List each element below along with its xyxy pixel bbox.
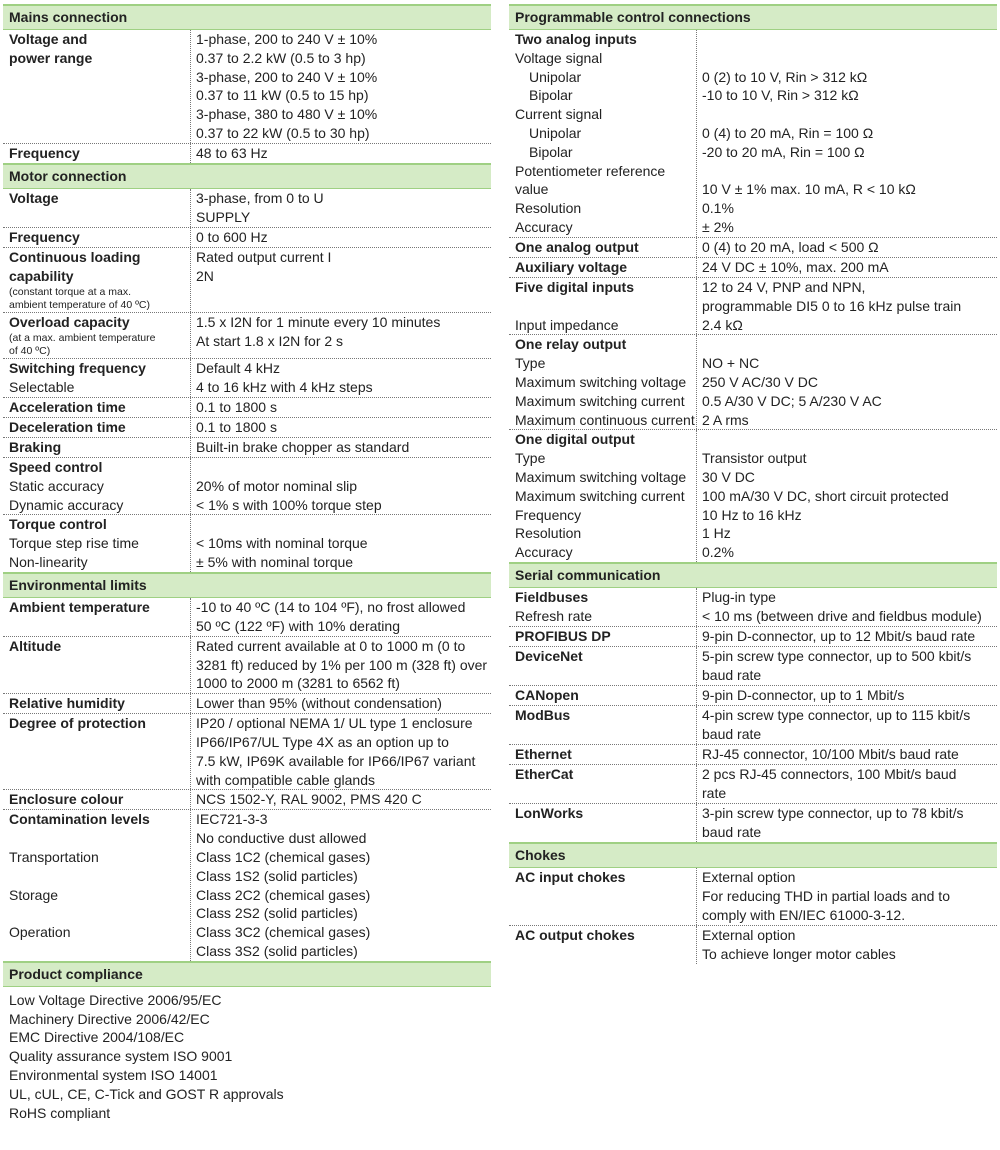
label-line: Altitude [9,637,62,654]
sub-label: Accuracy [515,544,573,561]
label-line: Ambient temperature [9,598,150,615]
spec-row [3,694,491,714]
label-note: ambient temperature of 40 ºC) [9,298,150,311]
section-product-compliance [3,961,491,1123]
spec-value [190,438,491,457]
spec-row [3,810,491,960]
value-line: Class 1C2 (chemical gases) [196,848,371,865]
value-line: 20% of motor nominal slip [196,477,358,494]
label-line: Voltage and [9,31,88,47]
sub-label: Selectable [9,378,75,395]
value-line: -20 to 20 mA, Rin = 100 Ω [702,143,865,160]
spec-label [509,430,696,562]
spec-label [509,765,696,803]
spec-row [509,745,997,765]
value-line: Class 1S2 (solid particles) [196,867,358,884]
section-serial-communication [509,562,997,842]
sub-label: Current signal [515,106,603,123]
spec-value [696,706,997,744]
sub-label [515,297,696,316]
spec-value [696,258,997,277]
spec-label [3,313,190,358]
spec-row [509,765,997,804]
label-line: AC input chokes [515,869,626,886]
spec-label [3,598,190,636]
section-mains-connection [3,4,491,163]
value-line: 2.4 kΩ [702,316,743,333]
sub-label: Voltage signal [515,49,603,66]
sub-label: Potentiometer reference [515,162,666,179]
value-line: External option [702,869,796,886]
spec-value [190,458,491,514]
spec-row [509,706,997,745]
label-line: PROFIBUS DP [515,628,611,645]
section-title: Product compliance [3,961,491,987]
value-line: Plug-in type [702,589,776,606]
spec-label [509,804,696,842]
value-line: 3-phase, 380 to 480 V ± 10% [196,106,378,123]
spec-label [3,189,190,227]
spec-value [190,598,491,636]
sub-label: Resolution [515,200,582,217]
value-line: 0.1% [702,200,734,217]
sub-label: Maximum switching voltage [515,468,687,485]
spec-label [509,686,696,705]
spec-label [509,926,696,964]
value-line: < 1% s with 100% torque step [196,496,382,513]
sub-label: Type [515,355,546,372]
spec-value [696,745,997,764]
spec-value [190,359,491,397]
value-line: Rated output current I [196,249,332,265]
value-line: 250 V AC/30 V DC [702,373,818,390]
value-line: 3-phase, from 0 to U [196,190,324,206]
sub-label: Refresh rate [515,608,593,625]
value-line: NCS 1502-Y, RAL 9002, PMS 420 C [196,791,422,808]
value-line: 3281 ft) reduced by 1% per 100 m (328 ft) over [196,656,488,673]
sub-label: Type [515,450,546,467]
label-line: Speed control [9,459,103,475]
value-line [702,49,997,68]
spec-row [3,359,491,398]
spec-label [509,868,696,924]
section-title: Chokes [509,842,997,868]
value-line: 0.37 to 22 kW (0.5 to 30 hp) [196,124,370,141]
value-line: < 10ms with nominal torque [196,535,368,552]
spec-label [509,588,696,626]
label-line: Enclosure colour [9,791,124,808]
value-line: baud rate [702,726,762,743]
spec-value [696,30,997,237]
value-line: 10 V ± 1% max. 10 mA, R < 10 kΩ [702,181,916,198]
value-line: At start 1.8 x I2N for 2 s [196,332,344,349]
spec-row [509,588,997,627]
section-programmable-control-connections [509,4,997,562]
value-line: 2N [196,267,214,284]
label-line: Braking [9,439,62,455]
spec-label [3,810,190,960]
compliance-item: RoHS compliant [9,1104,111,1121]
spec-row [3,144,491,163]
spec-label [509,706,696,744]
value-line: 7.5 kW, IP69K available for IP66/IP67 variant [196,752,476,769]
value-line: NO + NC [702,355,760,372]
value-line: Class 2S2 (solid particles) [196,905,358,922]
label-line: Voltage [9,190,59,206]
label-line: AC output chokes [515,926,635,943]
value-line: IEC721-3-3 [196,811,268,828]
spec-label [509,647,696,685]
spec-label [509,238,696,257]
label-line: Frequency [9,229,80,245]
spec-row [3,189,491,228]
value-line: Default 4 kHz [196,360,281,376]
value-line: SUPPLY [196,208,251,225]
value-line: comply with EN/IEC 61000-3-12. [702,906,906,923]
compliance-item: EMC Directive 2004/108/EC [9,1029,185,1046]
spec-label [509,30,696,237]
value-line: 0 to 600 Hz [196,229,268,245]
label-line: Acceleration time [9,399,126,415]
compliance-item: Environmental system ISO 14001 [9,1066,218,1083]
section-title: Motor connection [3,163,491,189]
value-line: Rated current available at 0 to 1000 m (0 to [196,637,466,654]
sub-label: Unipolar [529,68,582,85]
value-line: 3-pin screw type connector, up to 78 kbit/s [702,805,964,822]
value-line: 9-pin D-connector, up to 12 Mbit/s baud rate [702,628,976,645]
spec-label [3,359,190,397]
spec-value [696,868,997,924]
sub-label [9,867,190,886]
spec-label [509,278,696,334]
sub-label: Torque step rise time [9,535,139,552]
spec-label [509,745,696,764]
value-line: 1000 to 2000 m (3281 to 6562 ft) [196,675,400,692]
sub-label: Non-linearity [9,553,88,570]
value-line: < 10 ms (between drive and fieldbus module) [702,608,982,625]
spec-row [509,686,997,706]
sub-label: Unipolar [529,124,582,141]
label-line: One digital output [515,431,635,448]
label-line: Two analog inputs [515,31,637,47]
compliance-item: UL, cUL, CE, C-Tick and GOST R approvals [9,1085,284,1102]
value-line: RJ-45 connector, 10/100 Mbit/s baud rate [702,746,959,763]
spec-label [3,248,190,312]
compliance-item: Machinery Directive 2006/42/EC [9,1010,210,1027]
value-line: 5-pin screw type connector, up to 500 kbit/s [702,648,972,665]
sub-label: Dynamic accuracy [9,496,124,513]
spec-value [696,686,997,705]
sub-label [9,942,190,961]
value-line: 1-phase, 200 to 240 V ± 10% [196,31,378,47]
value-line: For reducing THD in partial loads and to [702,888,950,905]
value-line: 9-pin D-connector, up to 1 Mbit/s [702,687,905,704]
spec-label [3,228,190,247]
value-line: External option [702,926,796,943]
value-line: 4-pin screw type connector, up to 115 kbit/s [702,707,971,724]
value-line: Transistor output [702,450,807,467]
label-line: Continuous loading [9,249,141,265]
value-line: -10 to 10 V, Rin > 312 kΩ [702,87,859,104]
spec-label [509,335,696,429]
value-line: 48 to 63 Hz [196,145,268,161]
spec-value [696,804,997,842]
label-line: Switching frequency [9,360,146,376]
spec-row [3,515,491,571]
label-line: Contamination levels [9,811,150,828]
value-line: 0.2% [702,544,734,561]
value-line: To achieve longer motor cables [702,945,896,962]
spec-value [190,637,491,693]
value-line: Built-in brake chopper as standard [196,439,410,455]
spec-value [190,790,491,809]
spec-label [3,458,190,514]
spec-row [3,637,491,694]
sub-label [9,829,190,848]
value-line: 30 V DC [702,468,755,485]
spec-label [3,790,190,809]
value-line: 0.1 to 1800 s [196,419,277,435]
sub-label: Storage [9,886,59,903]
sub-label: Maximum continuous current [515,411,695,428]
spec-label [3,398,190,417]
spec-row [509,335,997,430]
spec-label [3,438,190,457]
value-line [702,335,997,354]
spec-value [190,248,491,312]
value-line: baud rate [702,667,762,684]
spec-row [3,598,491,637]
spec-value [696,430,997,562]
label-line: power range [9,49,93,66]
label-line: capability [9,267,74,284]
value-line: ± 5% with nominal torque [196,553,354,570]
value-line: 10 Hz to 16 kHz [702,506,802,523]
sub-label: Resolution [515,525,582,542]
spec-row [509,258,997,278]
spec-label [3,637,190,693]
spec-label [3,714,190,789]
spec-row [509,647,997,686]
value-line: 12 to 24 V, PNP and NPN, [702,279,866,295]
sub-label: Transportation [9,848,99,865]
spec-label [3,694,190,713]
spec-row [3,228,491,248]
value-line: 0.5 A/30 V DC; 5 A/230 V AC [702,392,882,409]
spec-row [3,438,491,458]
section-title: Mains connection [3,4,491,30]
value-line: 1.5 x I2N for 1 minute every 10 minutes [196,314,441,330]
label-line: LonWorks [515,805,584,822]
label-line: DeviceNet [515,648,583,665]
spec-value [190,810,491,960]
value-line: Class 2C2 (chemical gases) [196,886,371,903]
value-line: Class 3S2 (solid particles) [196,942,358,959]
spec-row [3,418,491,438]
spec-row [3,313,491,359]
label-line: ModBus [515,707,571,724]
value-line: 24 V DC ± 10%, max. 200 mA [702,259,889,275]
spec-value [190,398,491,417]
label-note: (constant torque at a max. [9,285,131,298]
spec-row [509,430,997,562]
section-title: Environmental limits [3,572,491,598]
sub-label: Maximum switching current [515,487,685,504]
value-line: 3-phase, 200 to 240 V ± 10% [196,68,378,85]
compliance-item: Quality assurance system ISO 9001 [9,1048,233,1065]
spec-row [3,790,491,810]
value-line: Lower than 95% (without condensation) [196,695,442,712]
section-title: Programmable control connections [509,4,997,30]
spec-value [696,588,997,626]
sub-label: value [515,181,549,198]
value-line [196,458,491,477]
label-line: One relay output [515,336,627,353]
value-line: 2 pcs RJ-45 connectors, 100 Mbit/s baud [702,766,957,783]
value-line: baud rate [702,824,762,841]
label-line: CANopen [515,687,579,704]
value-line: ± 2% [702,218,734,235]
value-line: programmable DI5 0 to 16 kHz pulse train [702,297,962,314]
label-line: Five digital inputs [515,279,635,295]
spec-value [696,647,997,685]
sub-label: Bipolar [529,143,573,160]
value-line: with compatible cable glands [196,771,375,788]
value-line: 4 to 16 kHz with 4 kHz steps [196,378,373,395]
value-line: IP66/IP67/UL Type 4X as an option up to [196,733,449,750]
spec-label [3,418,190,437]
label-line: Ethernet [515,746,572,763]
spec-row [509,926,997,964]
value-line: 0.1 to 1800 s [196,399,277,415]
label-note: (at a max. ambient temperature [9,331,156,344]
label-line: One analog output [515,239,639,255]
spec-value [696,278,997,334]
value-line [702,105,997,124]
label-line: Overload capacity [9,314,130,330]
label-note: of 40 ºC) [9,344,51,357]
spec-row [509,278,997,335]
sub-label: Maximum switching current [515,392,685,409]
spec-value [190,515,491,571]
spec-value [696,926,997,964]
section-chokes [509,842,997,963]
sub-label: Operation [9,924,71,941]
value-line: 2 A rms [702,411,749,428]
value-line: Class 3C2 (chemical gases) [196,924,371,941]
sub-label: Frequency [515,506,582,523]
spec-label [509,627,696,646]
label-line: Deceleration time [9,419,126,435]
sub-label: Bipolar [529,87,573,104]
spec-row [509,868,997,925]
spec-row [3,458,491,515]
spec-row [3,30,491,144]
spec-label [3,30,190,143]
spec-label [3,515,190,571]
spec-row [3,248,491,313]
spec-row [509,804,997,842]
value-line: 0 (4) to 20 mA, Rin = 100 Ω [702,124,874,141]
spec-row [3,398,491,418]
spec-value [696,765,997,803]
compliance-list [3,987,491,1123]
spec-label [3,144,190,163]
spec-value [190,714,491,789]
value-line: IP20 / optional NEMA 1/ UL type 1 enclosure [196,715,473,732]
value-line: -10 to 40 ºC (14 to 104 ºF), no frost allowed [196,598,466,615]
spec-label [509,258,696,277]
spec-value [696,627,997,646]
spec-value [696,238,997,257]
compliance-item: Low Voltage Directive 2006/95/EC [9,991,222,1008]
sub-label: Maximum switching voltage [515,373,687,390]
value-line [702,162,997,181]
value-line: 0 (2) to 10 V, Rin > 312 kΩ [702,68,868,85]
value-line: 0.37 to 11 kW (0.5 to 15 hp) [196,87,369,104]
section-title: Serial communication [509,562,997,588]
value-line: No conductive dust allowed [196,830,367,847]
sub-label [9,904,190,923]
value-line [196,515,491,534]
right-column [509,4,997,964]
value-line: 50 ºC (122 ºF) with 10% derating [196,617,400,634]
spec-value [190,144,491,163]
label-line: Fieldbuses [515,589,589,606]
sub-label: Input impedance [515,316,619,333]
value-line: 0.37 to 2.2 kW (0.5 to 3 hp) [196,49,366,66]
spec-value [696,335,997,429]
spec-value [190,189,491,227]
spec-row [3,714,491,790]
spec-value [190,418,491,437]
value-line [702,430,997,449]
label-line: EtherCat [515,766,574,783]
left-column [3,4,491,1122]
value-line: 0 (4) to 20 mA, load < 500 Ω [702,239,879,255]
section-motor-connection [3,163,491,572]
spec-row [509,238,997,258]
value-line: rate [702,785,727,802]
spec-value [190,228,491,247]
label-line: Auxiliary voltage [515,259,628,275]
value-line: 100 mA/30 V DC, short circuit protected [702,487,949,504]
sub-label: Static accuracy [9,477,104,494]
spec-value [190,313,491,358]
spec-row [509,627,997,647]
label-line: Relative humidity [9,695,125,712]
spec-value [190,30,491,143]
value-line [702,30,997,49]
section-environmental-limits [3,572,491,961]
spec-row [509,30,997,238]
sub-label: Accuracy [515,218,573,235]
label-line: Frequency [9,145,80,161]
spec-value [190,694,491,713]
label-line: Degree of protection [9,715,146,732]
label-line: Torque control [9,516,107,533]
value-line: 1 Hz [702,525,731,542]
